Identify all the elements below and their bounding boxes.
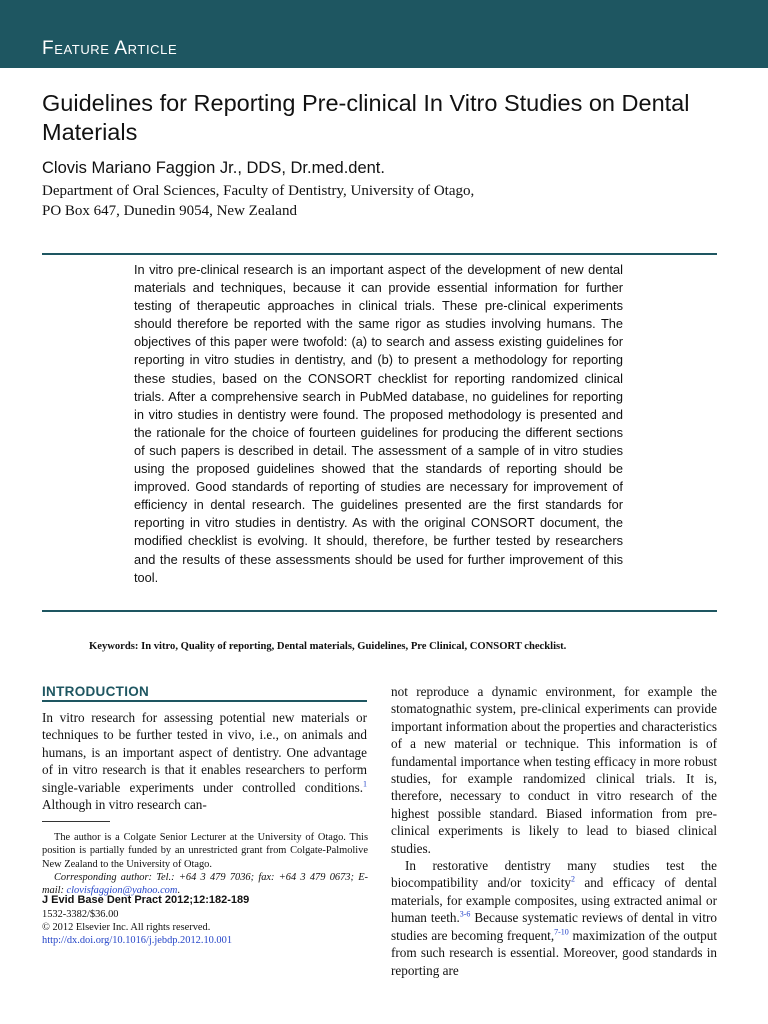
intro-left-tail: Although in vitro research can- — [42, 797, 207, 813]
abstract-bottom-rule — [42, 610, 717, 612]
author-name: Clovis Mariano Faggion Jr., DDS, Dr.med.dent. — [42, 159, 385, 177]
keywords: Keywords: In vitro, Quality of reporting, Dental materials, Guidelines, Pre Clinical, CONSORT checklist. — [89, 641, 567, 652]
email-period: . — [177, 885, 180, 897]
intro-right-paragraph-1: not reproduce a dynamic environment, for example the stomatognathic system, pre-clinical experiments can provide important information about the properties and characteristics of a new material or technique. This information is of fundamental importance when testing efficacy in more robust studies, for example randomized clinical trials. It is, therefore, necessary to conduct in vitro research of the highest possible standard. Biased information from pre-clinical experiments is likely to lead to biased clinical studies. — [391, 684, 717, 856]
footnote-funding: The author is a Colgate Senior Lecturer at the University of Otago. This position is partially funded by an unrestricted grant from Colgate-Palmolive New Zealand to the University of Otago. — [42, 832, 368, 870]
copyright: © 2012 Elsevier Inc. All rights reserved. — [42, 922, 211, 933]
introduction-rule — [42, 700, 367, 702]
section-label: Feature Article — [42, 38, 178, 59]
doi-link[interactable]: http://dx.doi.org/10.1016/j.jebdp.2012.10.001 — [42, 935, 233, 946]
citation-link[interactable]: 7-10 — [554, 927, 569, 937]
intro-right-paragraph-2 — [391, 857, 717, 979]
intro-left-text: In vitro research for assessing potential new materials or techniques to be further tested in vivo, i.e., on animals and humans, is an important aspect of dentistry. One advantage of in vitro research is that it enables researchers to perform single-variable experiments under controlled conditions. — [42, 710, 367, 795]
intro-right-text-d: maximization of the output from such research is essential. Moreover, good standards in reporting are — [391, 927, 718, 978]
issn: 1532-3382/$36.00 — [42, 909, 119, 920]
affiliation-line-1: Department of Oral Sciences, Faculty of Dentistry, University of Otago, — [42, 183, 475, 199]
abstract-text: In vitro pre-clinical research is an important aspect of the development of new dental materials and techniques, because it can provide essential information for further testing of therapeutic approaches in clinical trials. These pre-clinical experiments should therefore be reported with the same rigor as studies involving humans. The objectives of this paper were twofold: (a) to search and assess existing guidelines for reporting in vitro studies in dentistry, and (b) to present a methodology for reporting these studies, based on the CONSORT checklist for reporting randomized clinical trials. After a comprehensive search in PubMed database, no guidelines for reporting in vitro studies in dentistry were found. The proposed methodology is presented and the rationale for the choice of fourteen guidelines for producing the different sections of such papers is described in detail. The assessment of a sample of in vitro studies using the proposed guidelines showed that the standards of reporting should be improved. Good standards of reporting of studies are necessary for improvement of efficiency in dental research. The guidelines presented are the first standards for reporting in vitro studies in dentistry. As with the original CONSORT document, the modified checklist is evolving. It should, therefore, be further tested by researchers and the results of these assessments should be used for further improvement of this tool. — [134, 262, 623, 585]
citation-link[interactable]: 2 — [570, 875, 575, 885]
introduction-right-column — [391, 683, 717, 979]
corresponding-author: Corresponding author: Tel.: +64 3 479 7036; fax: +64 3 479 0673; E-mail: — [42, 871, 368, 897]
intro-right-text-c: Because systematic reviews of dental in vitro studies are becoming frequent, — [391, 910, 717, 943]
intro-right-text-a: In restorative dentistry many studies test the biocompatibility and/or toxicity — [391, 858, 717, 891]
footnote-divider — [42, 821, 110, 822]
introduction-left-column — [42, 709, 367, 813]
email-link[interactable]: clovisfaggion@yahoo.com — [66, 885, 178, 897]
introduction-heading: INTRODUCTION — [42, 684, 150, 699]
citation-link[interactable]: 1 — [363, 779, 367, 789]
affiliation-line-2: PO Box 647, Dunedin 9054, New Zealand — [42, 203, 297, 219]
abstract-top-rule — [42, 253, 717, 255]
journal-citation: J Evid Base Dent Pract 2012;12:182-189 — [42, 894, 250, 906]
section-banner — [0, 0, 768, 68]
intro-right-text-b: and efficacy of dental materials, for example composites, using extracted animal or human teeth. — [391, 875, 717, 926]
citation-link[interactable]: 3-6 — [459, 909, 471, 919]
author-affiliation — [42, 181, 474, 221]
article-title: Guidelines for Reporting Pre-clinical In Vitro Studies on Dental Materials — [42, 90, 690, 145]
author-footnote — [42, 831, 368, 897]
